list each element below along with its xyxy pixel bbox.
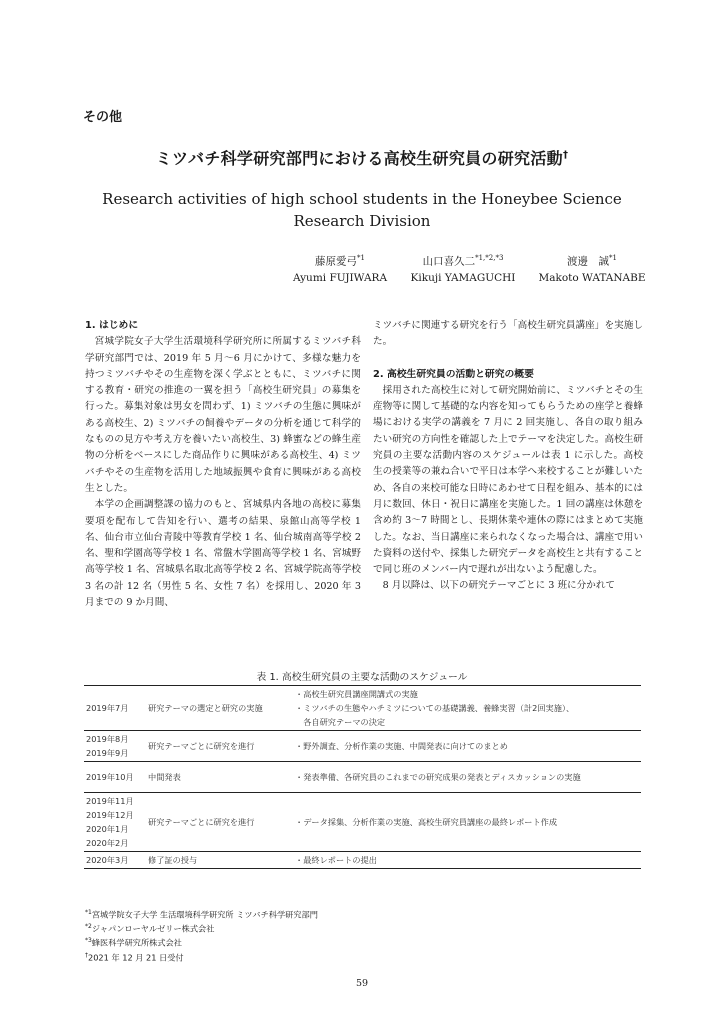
table-row: [84, 852, 641, 869]
paper-title-english: Research activities of high school students in the Honeybee Science Research Division: [102, 190, 622, 230]
title-text: ミツバチ科学研究部門における高校生研究員の研究活動: [155, 149, 563, 168]
section-2-heading: 2. 高校生研究員の活動と研究の概要: [373, 368, 534, 380]
author-affiliation-mark: *1: [609, 254, 617, 262]
author-name-en: Ayumi FUJIWARA: [292, 271, 388, 284]
table-cell-details: ・高校生研究員講座開講式の実施 ・ミツバチの生態やハチミツについての基礎講義、養蜂実習（計2回実施）、 各自研究テーマの決定: [295, 689, 575, 727]
table-row: [84, 731, 641, 762]
table-cell-details: ・野外調査、分析作業の実施、中間発表に向けてのまとめ: [295, 741, 508, 751]
author-name-jp: 藤原愛弓: [315, 255, 358, 268]
table-cell-activity: 研究テーマごとに研究を進行: [148, 741, 255, 751]
author-affiliation-mark: *1: [357, 254, 365, 262]
table-cell-activity: 中間発表: [148, 772, 181, 782]
table-cell-details: ・データ採集、分析作業の実施、高校生研究員講座の最終レポート作成: [295, 817, 558, 827]
author-name-jp: 渡邊 誠: [567, 255, 610, 268]
section-2-paragraph-1: 採用された高校生に対して研究開始前に、ミツバチとその生産物等に関して基礎的な内容を知ってもらうための座学と養蜂場における実学の講義を 7 月に 2 回実施し、各自の取り組みたい研究の方向性を確認した上でテーマを決定した。高校生研究員の主要な活動内容のスケジュールは表 1 に示した。高校生の授業等の兼ね合いで平日は本学へ来校することが難しいため、各自の来校可能な日時にあわせて日程を組み、基本的には月に数回、休日・祝日に講座を実施した。1 回の講座は休憩を含め約 3～7 時間とし、長期休業や連休の際にはまとめて実施した。なお、当日講座に来られなくなった場合は、講座で用いた資料の送付や、採集した研究データを高校生と共有することで同じ班のメンバー内で遅れが出ないよう配慮した。: [373, 384, 643, 576]
section-1-paragraph-2: 本学の企画調整課の協力のもと、宮城県内各地の高校に募集要項を配布して告知を行い、選考の結果、泉館山高等学校 1 名、仙台市立仙台青陵中等教育学校 1 名、仙台城南高等学校 2 名、聖和学園高等学校 1 名、常盤木学園高等学校 1 名、宮城野高等学校 1 名、宮城県名取北高等学校 2 名、宮城学院高等学校 3 名の計 12 名（男性 5 名、女性 7 名）を採用し、2020 年 3 月までの 9 か月間、: [85, 499, 361, 609]
section-1-heading: 1. はじめに: [85, 320, 139, 331]
footnote: $^{*1}$宮城学院女子大学 生活環境科学研究所 ミツバチ科学研究部門: [85, 909, 318, 920]
footnote: $^{*2}$ジャパンローヤルゼリー株式会社: [85, 923, 215, 934]
table-row: [84, 793, 641, 852]
table-cell-activity: 研究テーマごとに研究を進行: [148, 817, 255, 827]
author-name-en: Kikuji YAMAGUCHI: [410, 271, 516, 284]
table-row: [84, 762, 641, 793]
table-caption: 表 1. 高校生研究員の主要な活動のスケジュール: [256, 672, 468, 683]
body-column-right: [373, 318, 643, 595]
author-3: [522, 250, 662, 286]
section-category: その他: [83, 110, 123, 125]
table-cell-details: ・最終レポートの提出: [295, 855, 377, 865]
title-mark: †: [562, 149, 569, 161]
section-1-paragraph-1: 宮城学院女子大学生活環境科学研究所に所属するミツバチ科学研究部門では、2019 年 5 月～6 月にかけて、多様な魅力を持つミツバチやその生産物を深く学ぶとともに、ミツバチに関する教育・研究の推進の一翼を担う「高校生研究員」の募集を行った。募集対象は男女を問わず、1) ミツバチの生態に興味がある高校生、2) ミツバチの飼養やデータの分析を通じて科学的なものの見方や考え方を養いたい高校生、3) 蜂蜜などの蜂生産物の分析をベースにした商品作りに興味がある高校生、4) ミツバチやその生産物を活用した地域振興や食育に興味がある高校生とした。: [85, 336, 361, 494]
section-2-paragraph-2: 8 月以降は、以下の研究テーマごとに 3 班に分かれて: [382, 580, 616, 592]
table-cell-period: 2019年11月 2019年12月 2020年1月 2020年2月: [86, 796, 134, 848]
author-1: [270, 250, 410, 286]
footnote: $^{*3}$蜂医科学研究所株式会社: [85, 937, 182, 949]
table-cell-period: 2019年7月: [86, 703, 129, 713]
author-2: [403, 250, 523, 286]
table-cell-period: 2019年8月 2019年9月: [86, 734, 129, 758]
body-column-left: [85, 318, 361, 611]
section-1-continuation: ミツバチに関連する研究を行う「高校生研究員講座」を実施した。: [373, 320, 643, 348]
table-row: [84, 686, 641, 731]
footnotes: [85, 907, 318, 964]
footnote: †2021 年 12 月 21 日受付: [85, 951, 184, 963]
table-cell-details: ・発表準備、各研究員のこれまでの研究成果の発表とディスカッションの実施: [295, 772, 581, 782]
table-cell-activity: 研究テーマの選定と研究の実施: [148, 703, 263, 713]
table-cell-activity: 修了証の授与: [148, 855, 198, 865]
author-name-en: Makoto WATANABE: [538, 271, 646, 284]
page-number: 59: [355, 978, 369, 989]
table-cell-period: 2020年3月: [86, 855, 129, 865]
table-cell-period: 2019年10月: [86, 772, 134, 782]
paper-title-japanese: [0, 146, 724, 169]
schedule-table: [84, 685, 641, 869]
author-affiliation-mark: *1,*2,*3: [475, 254, 504, 262]
author-name-jp: 山口喜久二: [422, 255, 476, 268]
